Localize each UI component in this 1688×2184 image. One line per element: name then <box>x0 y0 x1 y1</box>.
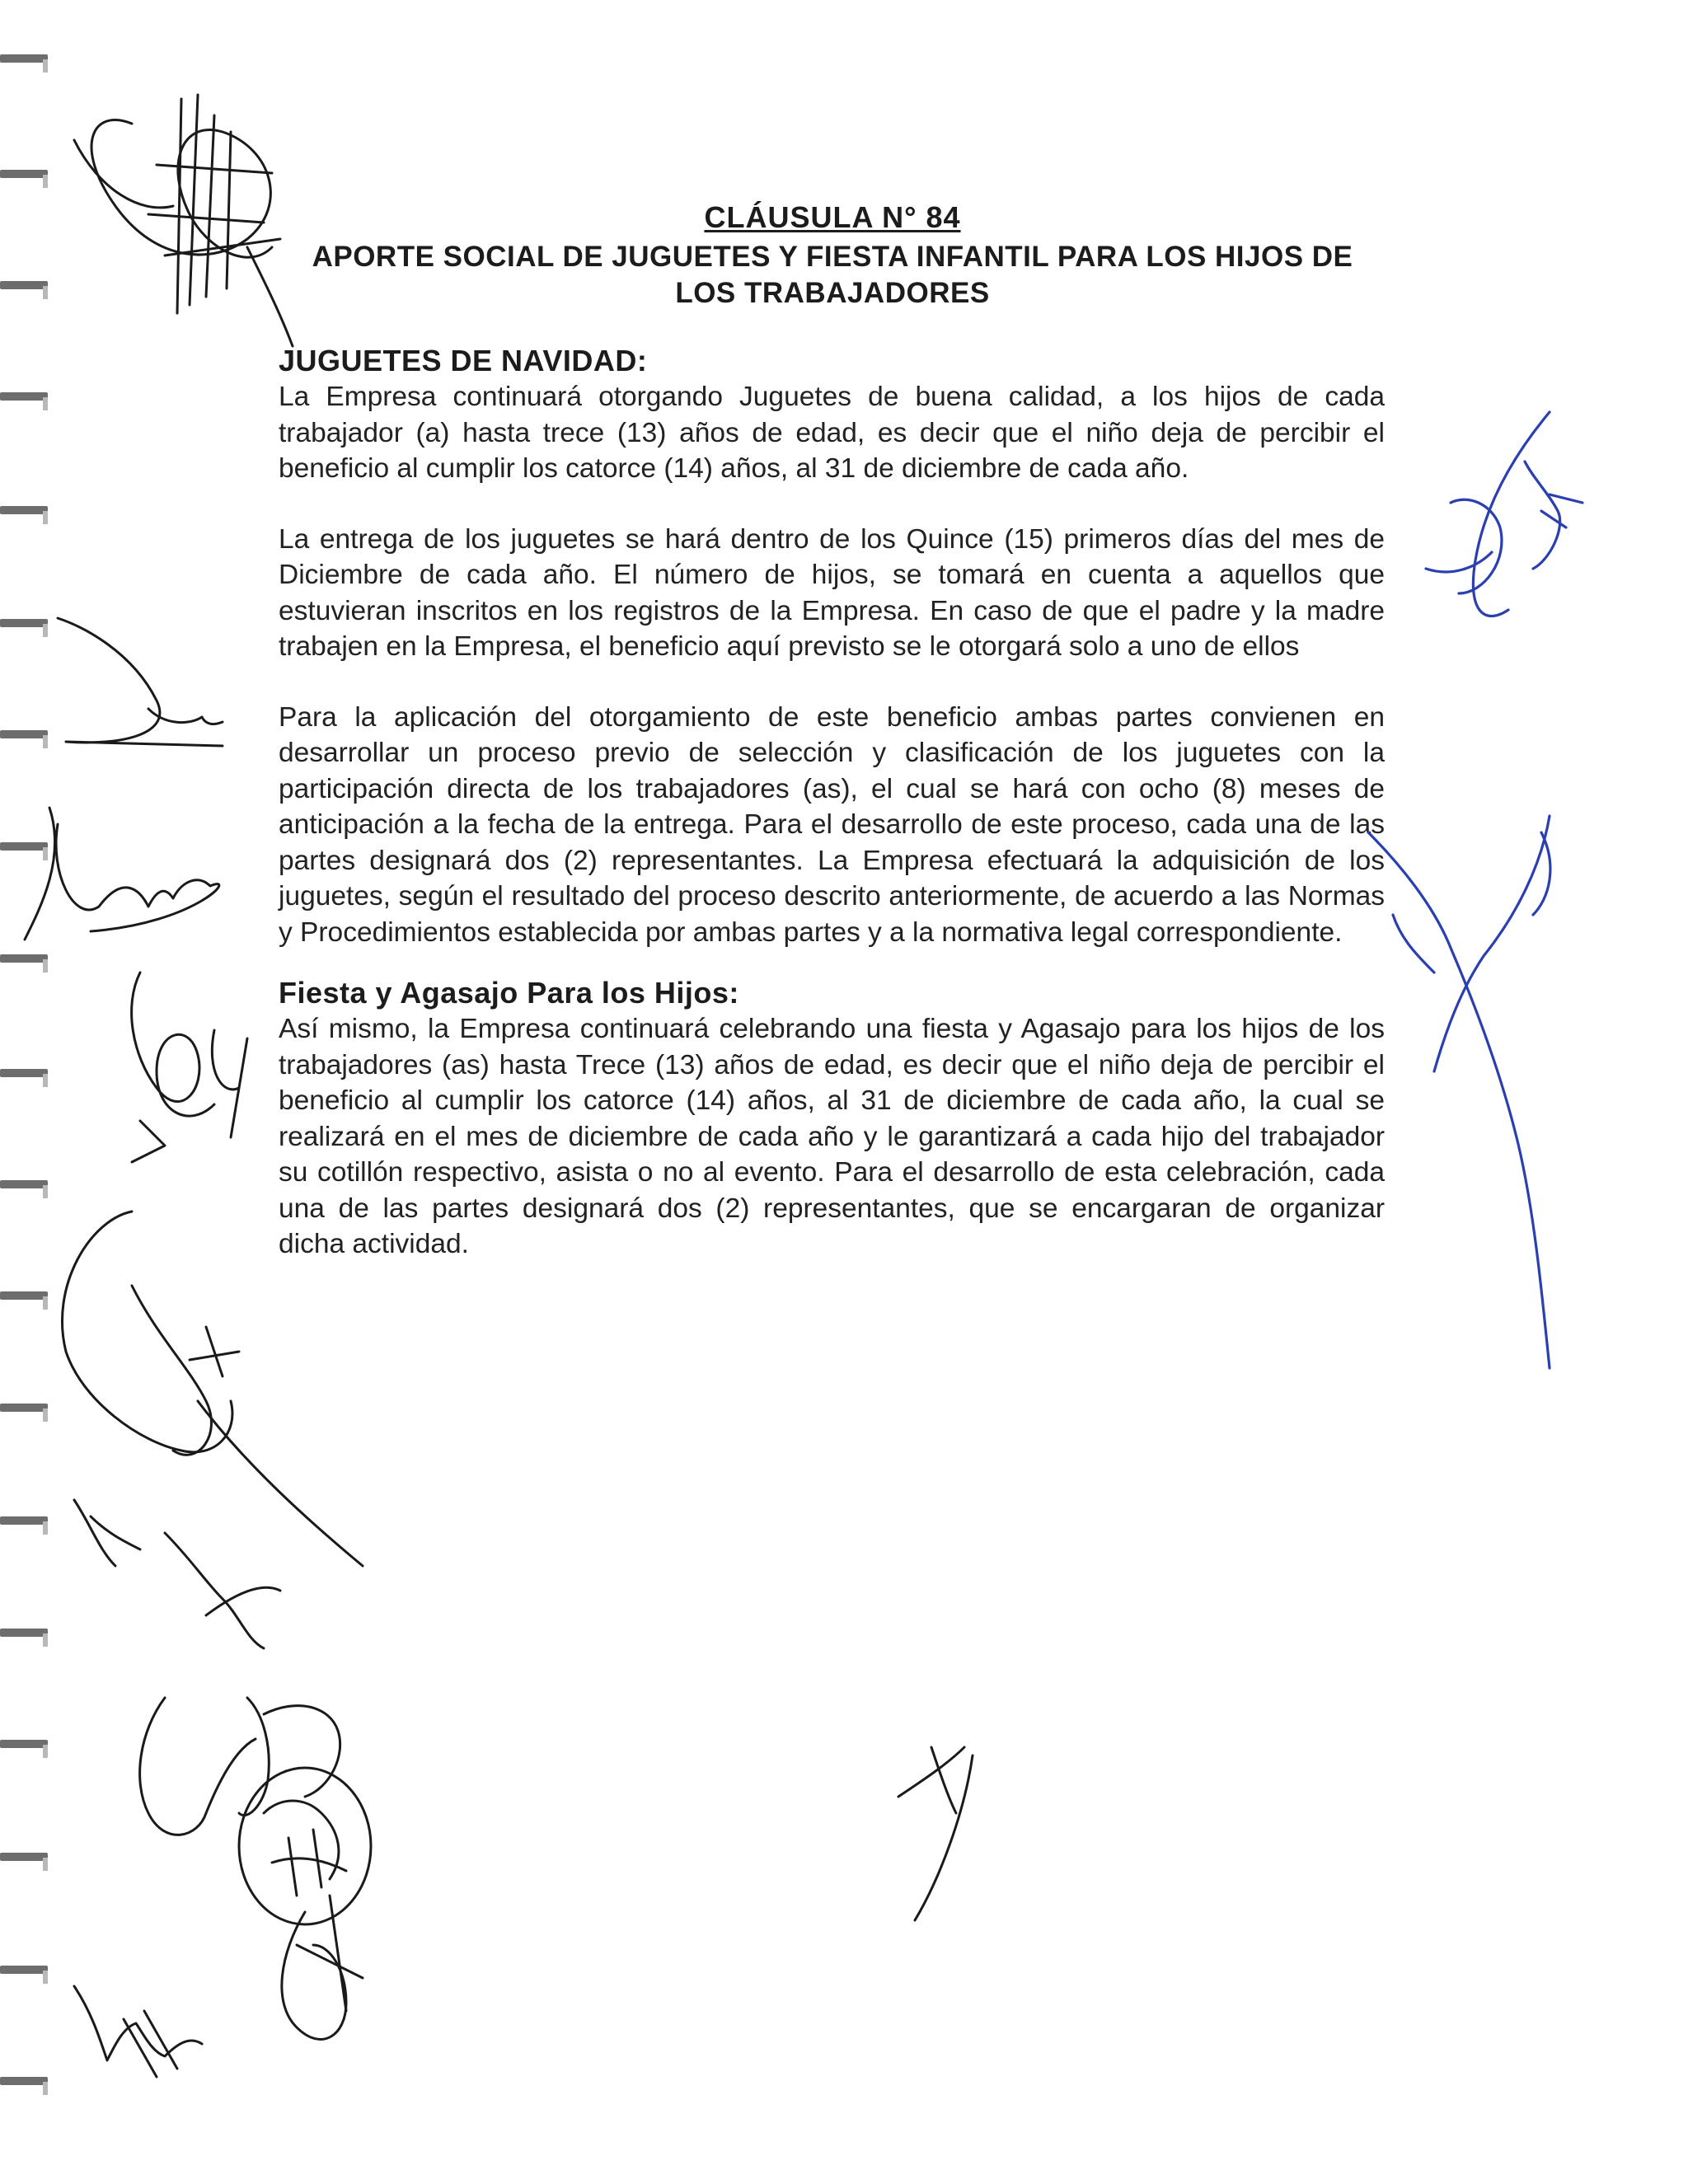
signature-icon <box>74 95 293 346</box>
signature-icon <box>1426 412 1582 616</box>
section-heading-fiesta: Fiesta y Agasajo Para los Hijos: <box>279 976 739 1010</box>
signature-icon <box>74 1986 202 2077</box>
signature-icon <box>282 1896 363 2039</box>
section-heading-juguetes: JUGUETES DE NAVIDAD: <box>279 344 648 377</box>
signature-icon <box>898 1747 973 1920</box>
binding-holes <box>0 0 66 2184</box>
clause-body <box>279 343 1385 1297</box>
signature-icon <box>1368 816 1550 1368</box>
signature-icon <box>74 1500 280 1648</box>
clause-title: APORTE SOCIAL DE JUGUETES Y FIESTA INFANTIL PARA LOS HIJOS DE LOS TRABAJADORES <box>312 241 1353 309</box>
paragraph: Así mismo, la Empresa continuará celebrando una fiesta y Agasajo para los hijos de los trabajadores (as) hasta Trece (13) años de edad, es decir que el niño deja de percibir el beneficio al cumplir los catorce (14) años, al 31 de diciembre de cada año, la cual se realizará en el mes de diciembre de cada año y le garantizará a cada hijo del trabajador su cotillón respectivo, asista o no al evento. Para el desarrollo de esta celebración, cada una de las partes designará dos (2) representantes, que se encargaran de organizar dicha actividad. <box>279 1014 1385 1259</box>
paragraph: La entrega de los juguetes se hará dentro de los Quince (15) primeros días del mes de Diciembre de cada año. El número de hijos, se tomará en cuenta a aquellos que estuvieran inscritos en los registros de la Empresa. En caso de que el padre y la madre trabajen en la Empresa, el beneficio aquí previsto se le otorgará solo a uno de ellos <box>279 523 1385 662</box>
clause-header <box>280 199 1385 312</box>
paragraph: Para la aplicación del otorgamiento de este beneficio ambas partes convienen en desarrollar un proceso previo de selección y clasificación de los juguetes con la participación directa de los trabajadores (as), el cual se hará con ocho (8) meses de anticipación a la fecha de la entrega. Para el desarrollo de este proceso, cada una de las partes designará dos (2) representantes. La Empresa efectuará la adquisición de los juguetes, según el resultado del proceso descrito anteriormente, de acuerdo a las Normas y Procedimientos establecida por ambas partes y a la normativa legal correspondiente. <box>279 701 1385 948</box>
clause-number: CLÁUSULA N° 84 <box>704 200 961 234</box>
signature-icon <box>239 1768 371 1924</box>
signature-icon <box>140 1698 340 1835</box>
signature-icon <box>132 972 247 1162</box>
paragraph: La Empresa continuará otorgando Juguetes de buena calidad, a los hijos de cada trabajador (a) hasta trece (13) años de edad, es decir que el niño deja de percibir el beneficio al cumplir los catorce (14) años, al 31 de diciembre de cada año. <box>279 382 1385 484</box>
signature-icon <box>58 618 223 746</box>
